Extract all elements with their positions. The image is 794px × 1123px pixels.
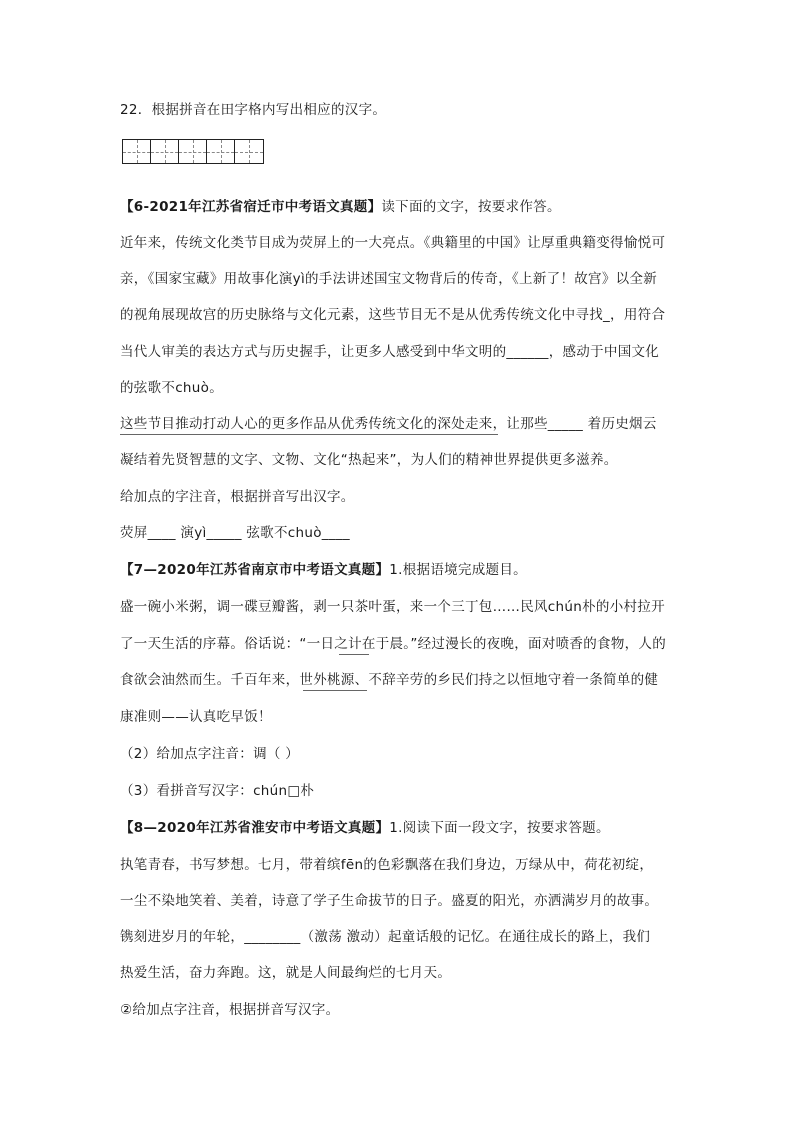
question-22-title: 22．根据拼音在田字格内写出相应的汉字。 <box>120 102 387 118</box>
section-8-source: 【8—2020年江苏省淮安市中考语文真题】 <box>120 820 390 836</box>
underline-mark <box>120 434 498 435</box>
section-6-line: 给加点的字注音，根据拼音写出汉字。 <box>120 489 355 505</box>
section-6-instruction: 读下面的文字，按要求作答。 <box>381 199 561 215</box>
section-6-line: 凝结着先贤智慧的文字、文物、文化“热起来”，为人们的精神世界提供更多滋养。 <box>120 452 618 468</box>
section-6-line: 当代人审美的表达方式与历史握手，让更多人感受到中华文明的______，感动于中国文化 <box>120 344 660 360</box>
underline-mark <box>339 654 369 655</box>
tianzige-cell <box>151 140 179 163</box>
section-7-line: （2）给加点字注音：调（ ） <box>120 746 300 762</box>
section-6-line: 亲，《国家宝藏》用故事化演yì的手法讲述国宝文物背后的传奇，《上新了！故宫》以全新 <box>120 271 658 287</box>
section-7-line: 了一天生活的序幕。俗话说：“一日之计在于晨。”经过漫长的夜晚，面对喷香的食物，人的 <box>120 636 667 652</box>
tianzige-grid <box>122 139 264 164</box>
section-8-line: 一尘不染地笑着、美着，诗意了学子生命拔节的日子。盛夏的阳光，亦洒满岁月的故事。 <box>120 893 659 909</box>
tianzige-cell <box>179 140 207 163</box>
section-6-header <box>120 197 561 217</box>
section-7-instruction: 1.根据语境完成题目。 <box>389 562 527 578</box>
tianzige-cell <box>235 140 263 163</box>
section-7-line: 食欲会油然而生。千百年来，世外桃源、不辞辛劳的乡民们持之以恒地守着一条简单的健 <box>120 672 659 688</box>
section-6-line: 这些节目推动打动人心的更多作品从优秀传统文化的深处走来，让那些_____ 着历史烟云 <box>120 416 657 432</box>
section-7-header <box>120 560 527 580</box>
section-8-line: 热爱生活，奋力奔跑。这，就是人间最绚烂的七月天。 <box>120 965 452 981</box>
section-8-line: 镌刻进岁月的年轮，________（激荡 激动）起童话般的记忆。在通往成长的路上，我们 <box>120 929 651 945</box>
section-6-line: 近年来，传统文化类节目成为荧屏上的一大亮点。《典籍里的中国》让厚重典籍变得愉悦可 <box>120 235 666 251</box>
section-7-source: 【7—2020年江苏省南京市中考语文真题】 <box>120 562 390 578</box>
section-7-line: 盛一碗小米粥，调一碟豆瓣酱，剥一只茶叶蛋，来一个三丁包……民风chún朴的小村拉开 <box>120 599 665 615</box>
section-8-line: 执笔青春，书写梦想。七月，带着缤fēn的色彩飘落在我们身边，万绿从中，荷花初绽， <box>120 857 654 873</box>
tianzige-cell <box>207 140 235 163</box>
section-6-source: 【6-2021年江苏省宿迁市中考语文真题】 <box>120 199 382 215</box>
underline-mark <box>303 690 367 691</box>
section-8-instruction: 1.阅读下面一段文字，按要求答题。 <box>389 820 610 836</box>
section-8-header <box>120 818 610 838</box>
section-7-line: （3）看拼音写汉字：chún□朴 <box>120 783 315 799</box>
section-6-answer-line: 荧屏____ 演yì_____ 弦歌不chuò____ <box>120 525 350 541</box>
section-7-line: 康准则——认真吃早饭！ <box>120 709 272 725</box>
section-8-line: ②给加点字注音，根据拼音写汉字。 <box>120 1002 340 1018</box>
section-6-line: 的弦歌不chuò。 <box>120 380 223 396</box>
section-6-line: 的视角展现故宫的历史脉络与文化元素，这些节目无不是从优秀传统文化中寻找_，用符合 <box>120 307 666 323</box>
tianzige-cell <box>123 140 151 163</box>
